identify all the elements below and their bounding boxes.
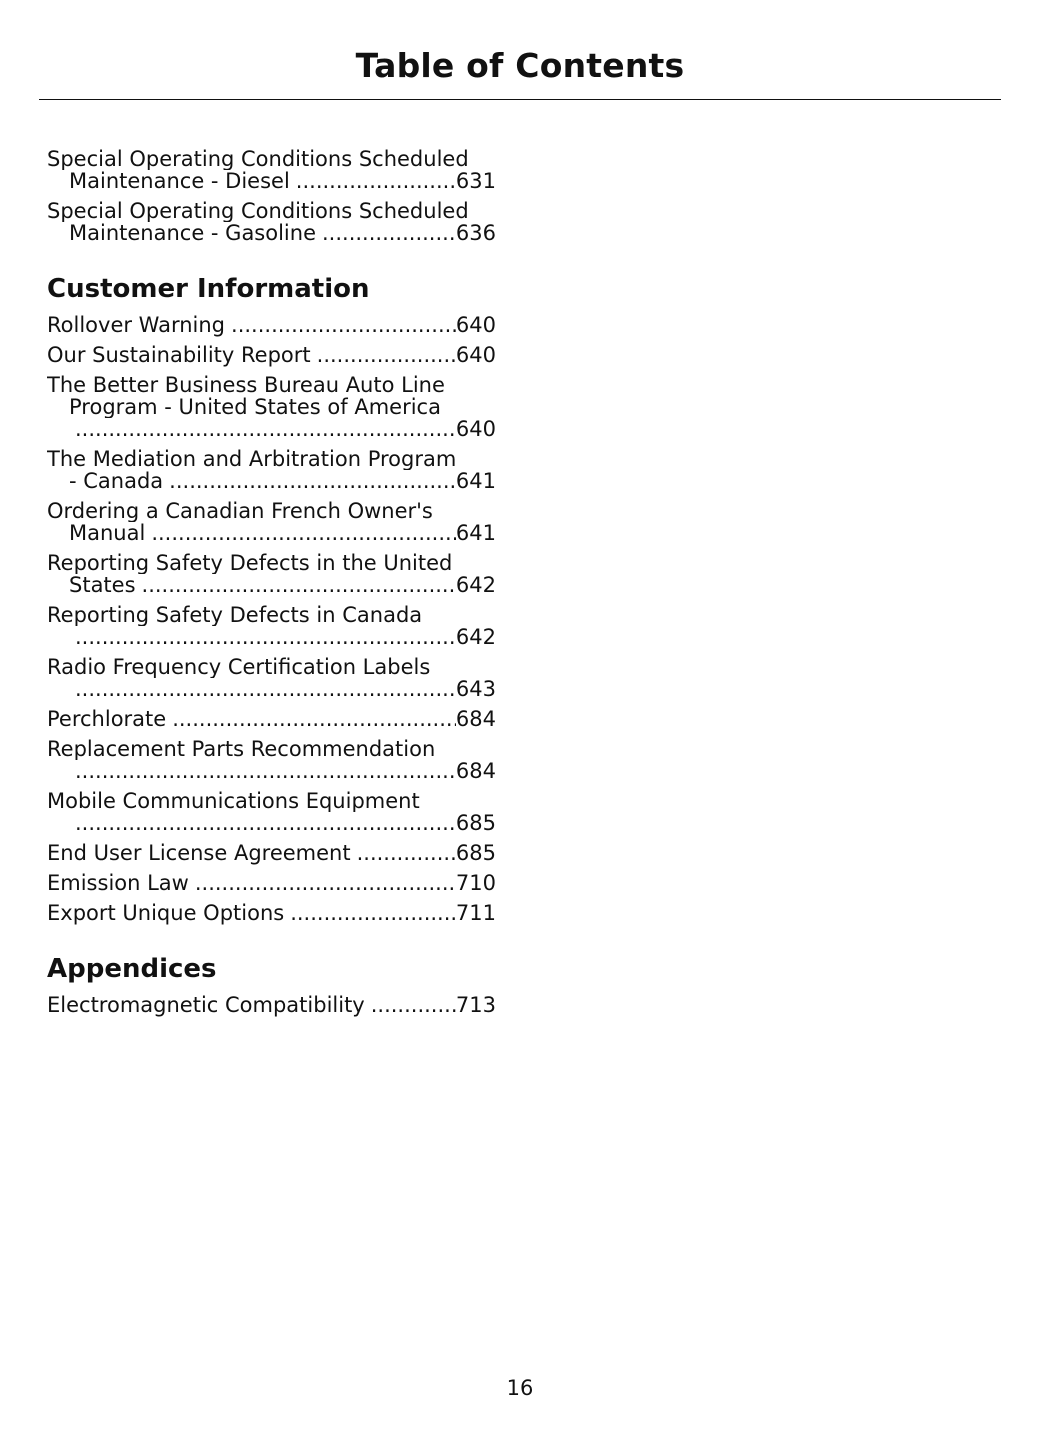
toc-entry-title: Maintenance - Gasoline (69, 221, 316, 245)
toc-page-ref: 643 (455, 677, 496, 701)
toc-page-ref: 636 (455, 221, 496, 245)
toc-page-ref: 641 (455, 469, 496, 493)
toc-entry[interactable] (47, 902, 496, 924)
toc-page-ref: 631 (455, 169, 496, 193)
toc-entry-last-line (47, 902, 496, 924)
toc-entry[interactable] (47, 200, 496, 244)
dot-leader (357, 842, 456, 864)
toc-entry[interactable] (47, 842, 496, 864)
toc-entry-line: Special Operating Conditions Scheduled (47, 148, 469, 170)
toc-entry-title: States (69, 573, 136, 597)
toc-entry[interactable] (47, 552, 496, 596)
dot-leader (75, 678, 456, 700)
toc-entry[interactable] (47, 604, 496, 648)
toc-entry-title: Our Sustainability Report (47, 343, 311, 367)
toc-entry-title: Emission Law (47, 871, 189, 895)
toc-page-ref: 640 (455, 417, 496, 441)
page-number: 16 (506, 1376, 534, 1400)
toc-entry-last-line (47, 994, 496, 1016)
dot-leader (75, 626, 456, 648)
toc-page-ref: 642 (455, 625, 496, 649)
toc-entry-title: Maintenance - Diesel (69, 169, 290, 193)
toc-entry-line: Mobile Communications Equipment (47, 790, 420, 812)
toc-entry-last-line (47, 574, 496, 596)
toc-entry[interactable] (47, 448, 496, 492)
toc-page-ref: 685 (455, 841, 496, 865)
dot-leader (75, 418, 456, 440)
toc-page-ref: 711 (455, 901, 496, 925)
toc-entry-last-line (47, 170, 496, 192)
dot-leader (290, 902, 456, 924)
dot-leader (317, 344, 456, 366)
table-of-contents (47, 148, 496, 1024)
toc-page-ref: 641 (455, 521, 496, 545)
toc-entry-last-line (47, 470, 496, 492)
toc-entry-title: Perchlorate (47, 707, 167, 731)
toc-entry-last-line (47, 708, 496, 730)
page-title: Table of Contents (355, 46, 685, 85)
toc-entry-last-line (47, 222, 496, 244)
toc-page-ref: 640 (455, 313, 496, 337)
toc-entry[interactable] (47, 872, 496, 894)
toc-page-ref: 684 (455, 759, 496, 783)
toc-page-ref: 642 (455, 573, 496, 597)
dot-leader (322, 222, 456, 244)
toc-page-ref: 685 (455, 811, 496, 835)
toc-entry-last-line (47, 842, 496, 864)
toc-entry-title: Manual (69, 521, 146, 545)
toc-entry-title: End User License Agreement (47, 841, 351, 865)
toc-entry[interactable] (47, 656, 496, 700)
title-divider (39, 99, 1001, 100)
toc-page-ref: 684 (455, 707, 496, 731)
toc-entry-line: Reporting Safety Defects in Canada (47, 604, 423, 626)
dot-leader (142, 574, 456, 596)
toc-page-ref: 713 (455, 993, 496, 1017)
toc-entry-title: Export Unique Options (47, 901, 285, 925)
toc-entry[interactable] (47, 790, 496, 834)
toc-entry-title: Rollover Warning (47, 313, 226, 337)
toc-entry-line: Ordering a Canadian French Owner's (47, 500, 433, 522)
section-heading: Customer Information (47, 274, 370, 304)
toc-entry-last-line (47, 812, 496, 834)
toc-entry[interactable] (47, 738, 496, 782)
toc-page-ref: 640 (455, 343, 496, 367)
toc-entry-line: The Better Business Bureau Auto Line (47, 374, 445, 396)
toc-entry-title: Electromagnetic Compatibility (47, 993, 365, 1017)
toc-page-ref: 710 (455, 871, 496, 895)
toc-entry-title: - Canada (69, 469, 164, 493)
toc-entry-line: The Mediation and Arbitration Program (47, 448, 457, 470)
dot-leader (195, 872, 456, 894)
toc-entry-line: Replacement Parts Recommendation (47, 738, 436, 760)
dot-leader (75, 760, 456, 782)
toc-entry-last-line (47, 872, 496, 894)
toc-entry[interactable] (47, 994, 496, 1016)
toc-entry[interactable] (47, 148, 496, 192)
toc-entry-last-line (47, 522, 496, 544)
toc-entry[interactable] (47, 374, 496, 440)
dot-leader (371, 994, 456, 1016)
dot-leader (172, 708, 456, 730)
toc-entry-last-line (47, 760, 496, 782)
toc-entry[interactable] (47, 500, 496, 544)
dot-leader (75, 812, 456, 834)
dot-leader (296, 170, 456, 192)
toc-entry-line: Special Operating Conditions Scheduled (47, 200, 469, 222)
toc-entry-line: Reporting Safety Defects in the United (47, 552, 453, 574)
toc-entry-last-line (47, 626, 496, 648)
dot-leader (231, 314, 456, 336)
toc-entry-line: Radio Frequency Certification Labels (47, 656, 431, 678)
toc-entry-last-line (47, 678, 496, 700)
toc-entry[interactable] (47, 314, 496, 336)
dot-leader (169, 470, 456, 492)
section-heading: Appendices (47, 954, 217, 984)
toc-entry[interactable] (47, 344, 496, 366)
toc-entry-last-line (47, 344, 496, 366)
toc-entry-line: Program - United States of America (69, 396, 441, 418)
toc-entry-last-line (47, 418, 496, 440)
toc-entry[interactable] (47, 708, 496, 730)
dot-leader (151, 522, 456, 544)
toc-entry-last-line (47, 314, 496, 336)
